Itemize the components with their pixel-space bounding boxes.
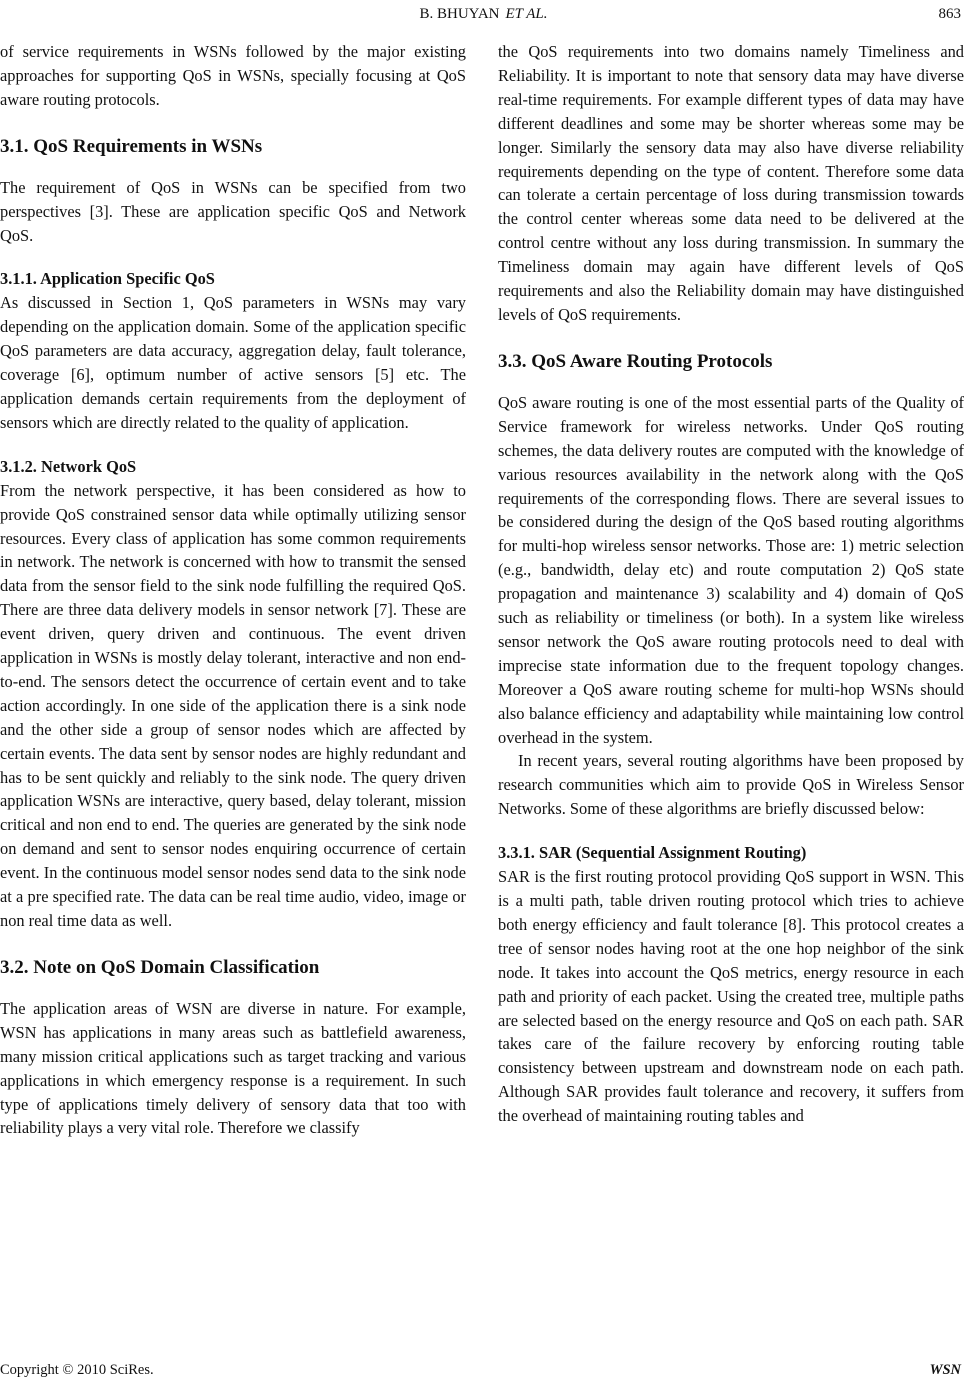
subsection-heading-3-1-1: 3.1.1. Application Specific QoS (0, 269, 215, 289)
header-authors (0, 6, 967, 23)
subsection-heading-3-3-1: 3.3.1. SAR (Sequential Assignment Routing) (498, 843, 807, 863)
journal-name: WSN (929, 1362, 961, 1378)
paragraph-3-1-2: From the network perspective, it has been considered as how to provide QoS constrained sensor data while optimally utilizing sensor resources. Every class of application has some common requirements in network. The network is concerned with how to transmit the sensed data from the sensor field to the sink node fulfilling the required QoS. There are three data delivery models in sensor network [7]. These are event driven, query driven and continuous. The event driven application in WSNs is mostly delay tolerant, interactive and non end-to-end. The sensors detect the occurrence of certain event and to take action accordingly. In one side of the application there is a sink node and the other side a group of sensor nodes which are affected by certain events. The data sent by sensor nodes are highly redundant and has to be sent quickly and reliably to the sink node. The query driven application WSNs are interactive, query based, delay tolerant, mission critical and non end to end. The queries are generated by the sink node on demand and sent to sensor nodes enquiring occurrence of certain event. In the continuous model sensor nodes send data to the sink node at a pre specified rate. The data can be real time audio, video, image or non real time data as well. (0, 480, 466, 930)
section-heading-3-3: 3.3. QoS Aware Routing Protocols (498, 350, 773, 372)
paragraph-3-3-b: In recent years, several routing algorithms have been proposed by research communities which aim to provide QoS in Wireless Sensor Networks. Some of these algorithms are briefly discussed below: (498, 751, 964, 819)
running-header (0, 6, 967, 28)
page-number: 863 (938, 6, 961, 22)
paragraph-3-1: The requirement of QoS in WSNs can be specified from two perspectives [3]. These are application specific QoS and Network QoS. (0, 177, 466, 245)
section-heading-3-1: 3.1. QoS Requirements in WSNs (0, 135, 263, 157)
paragraph-3-3-1: SAR is the first routing protocol providing QoS support in WSN. This is a multi path, table driven routing protocol which tries to achieve both energy efficiency and fault tolerance [8]. This protocol creates a tree of sensor nodes having root at the one hop neighbor of the sink node. It takes into account the QoS metrics, energy resource in each path and priority of each packet. Using the created tree, multiple paths are selected based on the energy resource and QoS on each path. SAR takes care of the failure recovery by enforcing routing table consistency between upstream and downstream node on each path. Although SAR provides fault tolerance and recovery, it suffers from the overhead of maintaining routing tables and (498, 867, 964, 1126)
section-heading-3-2: 3.2. Note on QoS Domain Classification (0, 956, 320, 978)
continued-paragraph: the QoS requirements into two domains namely Timeliness and Reliability. It is important to note that sensory data may have diverse real-time requirements. For example different types of data may have different deadlines and some may be shorter whereas some may be longer. Similarly the sensory data may also have diverse reliability requirements depending on the type of content. Therefore some data can tolerate a certain percentage of loss during transmission towards the control center whereas some data need to be delivered at the control centre without any loss during transmission. In summary the Timeliness domain may again have different levels of QoS requirements and also the Reliability domain may have distinguished levels of QoS requirements. (498, 42, 964, 324)
left-column (0, 40, 466, 1140)
intro-paragraph: of service requirements in WSNs followed by the major existing approaches for supporting QoS in WSNs, specially focusing at QoS aware routing protocols. (0, 42, 466, 109)
et-al: ET AL. (505, 6, 548, 22)
subsection-heading-3-1-2: 3.1.2. Network QoS (0, 456, 137, 476)
right-column (498, 40, 964, 1128)
copyright-notice: Copyright © 2010 SciRes. (0, 1362, 154, 1378)
paragraph-3-2: The application areas of WSN are diverse in nature. For example, WSN has applications in many areas such as battlefield awareness, many mission critical applications such as target tracking and various applications in which emergency response is a requirement. In such type of applications timely delivery of sensory data that too with reliability plays a very vital role. Therefore we classify (0, 998, 466, 1138)
paragraph-3-1-1: As discussed in Section 1, QoS parameters in WSNs may vary depending on the application domain. Some of the application specific QoS parameters are data accuracy, aggregation delay, fault tolerance, coverage [6], optimum number of active sensors [5] etc. The application demands certain requirements from the deployment of sensors which are directly related to the quality of application. (0, 293, 466, 432)
paragraph-3-3-a: QoS aware routing is one of the most essential parts of the Quality of Service framework for wireless networks. Under QoS routing schemes, the data delivery routes are computed with the knowledge of various resources availability in the network along with the QoS requirements of the corresponding flows. There are several issues to be considered during the design of the QoS based routing algorithms for multi-hop wireless sensor networks. Those are: 1) metric selection (e.g., bandwidth, delay etc) and route computation 2) QoS state propagation and maintenance 3) scalability and 4) domain of QoS such as reliability or timeliness (or both). In a system like wireless sensor network the QoS aware routing protocols need to deal with imprecise state information due to the frequent topology changes. Moreover a QoS aware routing scheme for multi-hop WSNs should also balance efficiency and adaptability while maintaining low control overhead in the system. (498, 392, 964, 747)
author-name: B. BHUYAN (419, 6, 500, 22)
